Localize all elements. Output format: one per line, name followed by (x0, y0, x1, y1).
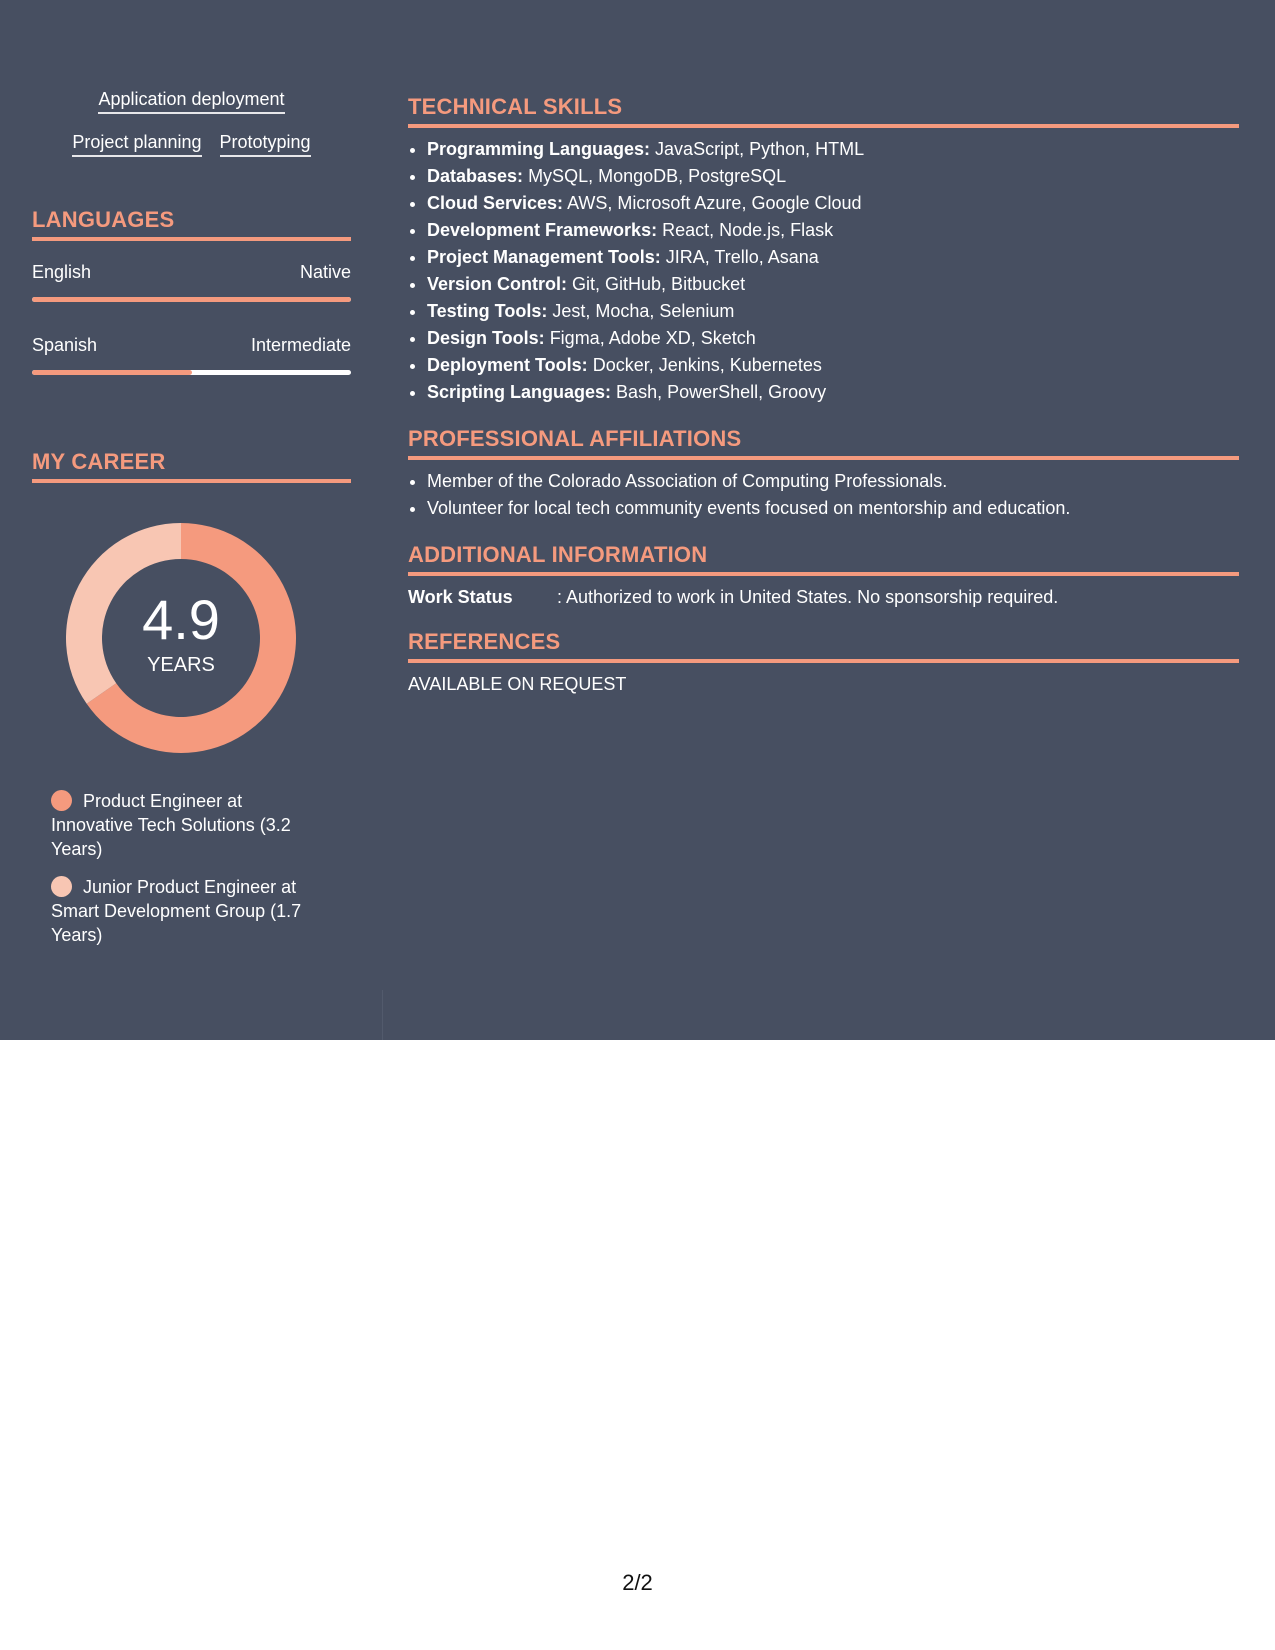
language-proficiency-bar (32, 370, 351, 375)
work-status-value: : Authorized to work in United States. No sponsorship required. (557, 587, 1059, 607)
technical-skill-item (427, 136, 1239, 163)
skill-chip-project-planning: Project planning (72, 131, 201, 157)
language-level: Intermediate (250, 335, 351, 355)
right-column (408, 94, 1239, 696)
career-total-years: 4.9 (142, 588, 220, 651)
technical-skills-heading: TECHNICAL SKILLS (408, 94, 1239, 128)
technical-skill-value: MySQL, MongoDB, PostgreSQL (528, 166, 787, 186)
career-heading: MY CAREER (32, 449, 351, 483)
technical-skill-label: Deployment Tools: (427, 355, 588, 375)
technical-skill-value: Figma, Adobe XD, Sketch (549, 328, 756, 348)
page-number: 2/2 (622, 1570, 653, 1595)
left-column (32, 0, 351, 961)
affiliations-heading: PROFESSIONAL AFFILIATIONS (408, 426, 1239, 460)
career-donut-center (66, 523, 296, 753)
references-heading: REFERENCES (408, 629, 1239, 663)
skill-chips-row-1 (32, 88, 351, 114)
technical-skill-label: Version Control: (427, 274, 568, 294)
technical-skill-value: JavaScript, Python, HTML (655, 139, 865, 159)
legend-dot-icon (51, 790, 72, 811)
technical-skill-value: Git, GitHub, Bitbucket (572, 274, 746, 294)
skill-chip-prototyping: Prototyping (220, 131, 311, 157)
career-legend (51, 789, 321, 947)
technical-skill-value: React, Node.js, Flask (662, 220, 834, 240)
technical-skill-label: Databases: (427, 166, 524, 186)
technical-skill-label: Cloud Services: (427, 193, 564, 213)
technical-skills-section (408, 94, 1239, 406)
career-total-unit: YEARS (147, 654, 215, 676)
legend-dot-icon (51, 876, 72, 897)
technical-skill-item (427, 244, 1239, 271)
affiliations-section (408, 426, 1239, 522)
list-item: • Volunteer for local tech community events focused on mentorship and education. (427, 495, 1239, 522)
references-section (408, 629, 1239, 696)
technical-skill-item (427, 163, 1239, 190)
technical-skill-label: Design Tools: (427, 328, 545, 348)
references-text: AVAILABLE ON REQUEST (408, 674, 627, 694)
language-proficiency-fill (32, 297, 351, 302)
additional-info-section (408, 542, 1239, 609)
work-status-row (408, 585, 1239, 609)
technical-skills-list (408, 136, 1239, 406)
technical-skill-item (427, 190, 1239, 217)
technical-skill-item (427, 217, 1239, 244)
technical-skill-value: JIRA, Trello, Asana (665, 247, 819, 267)
technical-skill-label: Project Management Tools: (427, 247, 661, 267)
technical-skill-item (427, 298, 1239, 325)
skill-chip-application-deployment: Application deployment (98, 88, 284, 114)
technical-skill-value: Bash, PowerShell, Groovy (616, 382, 827, 402)
work-status-label: Work Status (408, 587, 513, 607)
language-name: Spanish (32, 335, 98, 355)
technical-skill-item (427, 271, 1239, 298)
language-proficiency-fill (32, 370, 192, 375)
technical-skill-item (427, 352, 1239, 379)
language-proficiency-bar (32, 297, 351, 302)
column-divider (382, 990, 383, 1040)
career-role-label: Product Engineer at Innovative Tech Solutions (3.2 Years) (51, 791, 291, 859)
technical-skill-label: Testing Tools: (427, 301, 548, 321)
technical-skill-item (427, 325, 1239, 352)
technical-skill-label: Scripting Languages: (427, 382, 612, 402)
language-english (32, 261, 351, 302)
technical-skill-label: Programming Languages: (427, 139, 651, 159)
list-item: • Member of the Colorado Association of Computing Professionals. (427, 468, 1239, 495)
technical-skill-value: Docker, Jenkins, Kubernetes (592, 355, 822, 375)
language-name: English (32, 262, 92, 282)
career-legend-item (51, 789, 321, 861)
technical-skill-value: AWS, Microsoft Azure, Google Cloud (567, 193, 862, 213)
technical-skill-item (427, 379, 1239, 406)
career-donut-chart (66, 523, 296, 753)
technical-skill-value: Jest, Mocha, Selenium (552, 301, 735, 321)
language-level: Native (299, 262, 351, 282)
additional-info-heading: ADDITIONAL INFORMATION (408, 542, 1239, 576)
career-legend-item (51, 875, 321, 947)
technical-skill-label: Development Frameworks: (427, 220, 658, 240)
language-spanish (32, 334, 351, 375)
affiliations-list (408, 468, 1239, 522)
skill-chips-row-2 (32, 131, 351, 157)
languages-heading: LANGUAGES (32, 207, 351, 241)
career-role-label: Junior Product Engineer at Smart Development Group (1.7 Years) (51, 877, 302, 945)
